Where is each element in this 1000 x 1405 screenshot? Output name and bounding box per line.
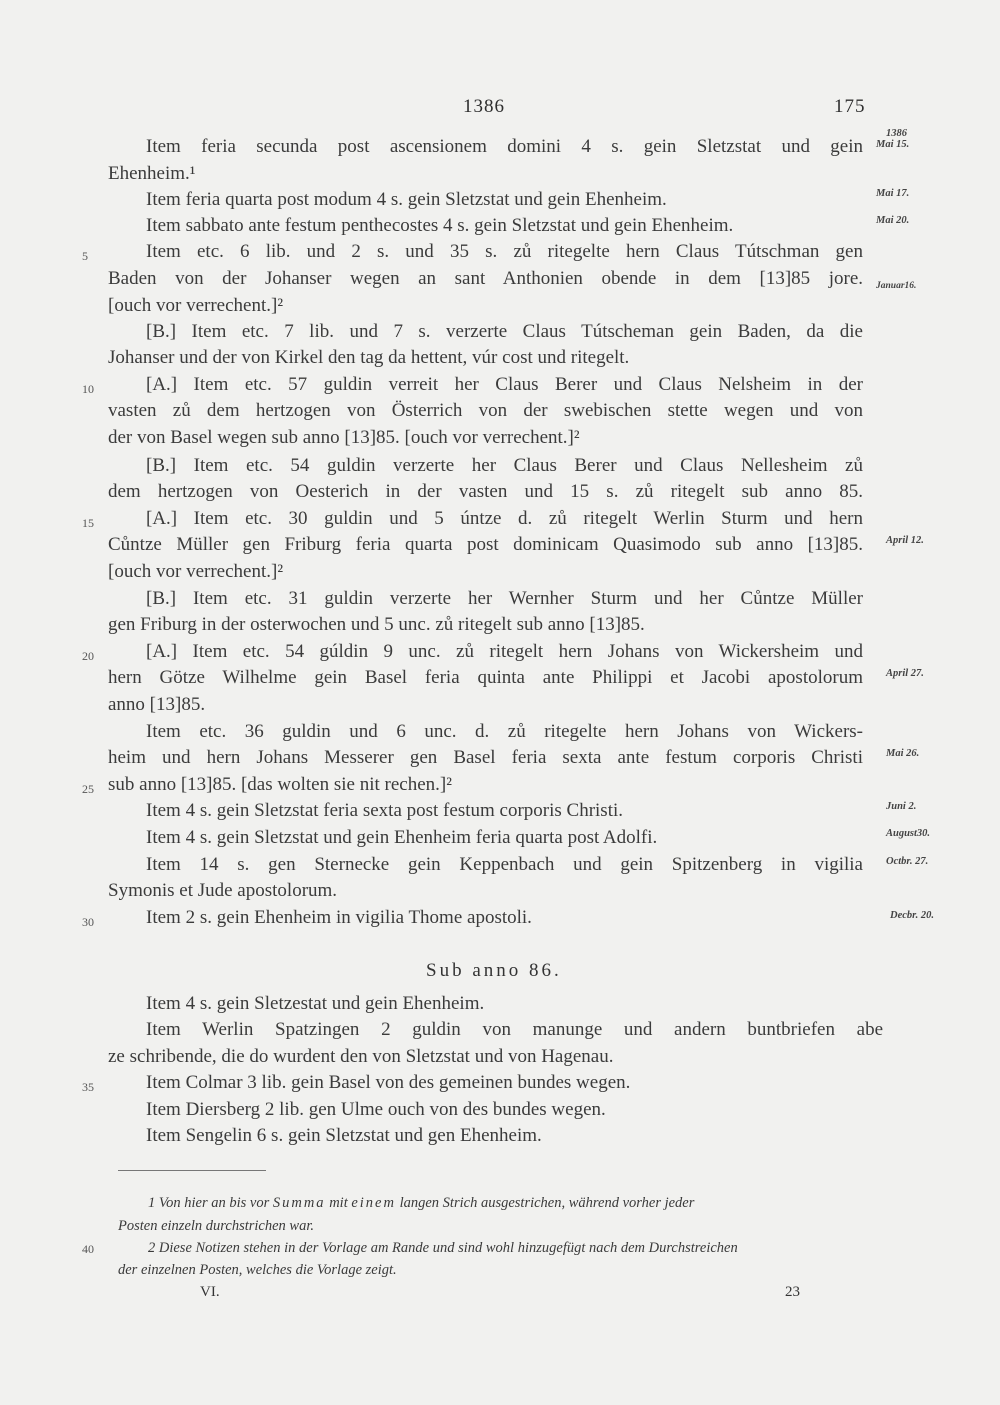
line-number: 10 xyxy=(82,382,94,396)
line-number: 5 xyxy=(82,249,88,263)
text-line: Item 2 s. gein Ehenheim in vigilia Thome apostoli. xyxy=(146,907,532,928)
margin-date: Decbr. 20. xyxy=(890,910,935,921)
footnote-rule xyxy=(118,1170,266,1171)
text-line: Cůntze Müller gen Friburg feria quarta post dominicam Quasimodo sub anno [13]85. xyxy=(108,534,863,555)
text-line: Item etc. 6 lib. und 2 s. und 35 s. zů ritegelte hern Claus Tútschman gen xyxy=(146,241,863,262)
text-line: [A.] Item etc. 57 guldin verreit her Claus Berer und Claus Nelsheim in der xyxy=(146,374,863,395)
text-line: Item Colmar 3 lib. gein Basel von des gemeinen bundes wegen. xyxy=(146,1072,631,1093)
text-line: [ouch vor verrechent.]² xyxy=(108,561,284,582)
margin-year: 1386 xyxy=(886,128,907,139)
page-number: 175 xyxy=(834,96,866,117)
text-line: Item feria secunda post ascensionem domini 4 s. gein Sletzstat und gein xyxy=(146,136,863,157)
margin-date: Juni 2. xyxy=(886,801,917,812)
footnote-text: mit xyxy=(329,1195,348,1211)
margin-date: Mai 20. xyxy=(876,215,910,226)
text-line: Baden von der Johanser wegen an sant Anthonien obende in dem [13]85 jore. xyxy=(108,268,863,289)
text-line: Item Diersberg 2 lib. gen Ulme ouch von des bundes wegen. xyxy=(146,1099,606,1120)
footnote-2: 2 Diese Notizen stehen in der Vorlage am Rande und sind wohl hinzugefügt nach dem Durchstreichen xyxy=(148,1240,738,1256)
margin-date: Mai 15. xyxy=(876,139,910,150)
text-line: Item etc. 36 guldin und 6 unc. d. zů ritegelte hern Johans von Wickers- xyxy=(146,721,863,742)
footnote-text-spaced: Summa xyxy=(272,1195,326,1211)
text-line: hern Götze Wilhelme gein Basel feria quinta ante Philippi et Jacobi apostolorum xyxy=(108,667,863,688)
line-number: 30 xyxy=(82,915,94,929)
text-line: Item 14 s. gen Sternecke gein Keppenbach und gein Spitzenberg in vigilia xyxy=(146,854,863,875)
line-number: 25 xyxy=(82,782,94,796)
footnote-2-continued: der einzelnen Posten, welches die Vorlage zeigt. xyxy=(118,1262,397,1278)
text-line: anno [13]85. xyxy=(108,694,206,715)
text-line: Item sabbato ante festum penthecostes 4 s. gein Sletzstat und gein Ehenheim. xyxy=(146,215,734,236)
text-line: [B.] Item etc. 54 guldin verzerte her Claus Berer und Claus Nellesheim zů xyxy=(146,455,863,476)
text-line: ze schribende, die do wurdent den von Sletzstat und von Hagenau. xyxy=(108,1046,614,1067)
text-line: Item 4 s. gein Sletzestat und gein Ehenheim. xyxy=(146,993,485,1014)
footnote-text-spaced: einem xyxy=(351,1195,396,1211)
line-number: 40 xyxy=(82,1242,94,1256)
margin-date: August30. xyxy=(886,828,931,839)
text-line: Item Werlin Spatzingen 2 guldin von manunge und andern buntbriefen abe xyxy=(146,1019,883,1040)
margin-date: Octbr. 27. xyxy=(886,856,929,867)
text-line: [B.] Item etc. 31 guldin verzerte her Wernher Sturm und her Cůntze Müller xyxy=(146,588,863,609)
sheet-signature: VI. xyxy=(200,1284,220,1300)
footnote-text: langen Strich ausgestrichen, während vorher jeder xyxy=(399,1195,695,1211)
margin-date: Mai 17. xyxy=(876,188,910,199)
margin-date: April 27. xyxy=(886,668,924,679)
text-line: [B.] Item etc. 7 lib. und 7 s. verzerte Claus Tútscheman gein Baden, da die xyxy=(146,321,863,342)
text-line: der von Basel wegen sub anno [13]85. [ouch vor verrechent.]² xyxy=(108,427,580,448)
text-line: Item 4 s. gein Sletzstat feria sexta post festum corporis Christi. xyxy=(146,800,624,821)
line-number: 15 xyxy=(82,516,94,530)
footnote-text: 1 Von hier an bis vor xyxy=(148,1195,270,1211)
text-line: Johanser und der von Kirkel den tag da hettent, vúr cost und ritegelt. xyxy=(108,347,630,368)
text-line: [A.] Item etc. 30 guldin und 5 úntze d. zů ritegelt Werlin Sturm und hern xyxy=(146,508,863,529)
text-line: Item feria quarta post modum 4 s. gein Sletzstat und gein Ehenheim. xyxy=(146,189,667,210)
text-line: dem hertzogen von Oesterich in der vasten und 15 s. zů ritegelt sub anno 85. xyxy=(108,481,863,502)
line-number: 20 xyxy=(82,649,94,663)
text-line: Symonis et Jude apostolorum. xyxy=(108,880,338,901)
sheet-number: 23 xyxy=(785,1284,800,1300)
text-line: sub anno [13]85. [das wolten sie nit rechen.]² xyxy=(108,774,452,795)
text-line: heim und hern Johans Messerer gen Basel feria sexta ante festum corporis Christi xyxy=(108,747,863,768)
margin-date: April 12. xyxy=(886,535,924,546)
line-number: 35 xyxy=(82,1080,94,1094)
footnote-1 xyxy=(148,1195,694,1212)
text-line: Item Sengelin 6 s. gein Sletzstat und gen Ehenheim. xyxy=(146,1125,542,1146)
text-line: [A.] Item etc. 54 gúldin 9 unc. zů ritegelt hern Johans von Wickersheim und xyxy=(146,641,863,662)
text-line: Ehenheim.¹ xyxy=(108,163,196,184)
running-header-year: 1386 xyxy=(463,96,505,117)
margin-date: Mai 26. xyxy=(886,748,920,759)
footnote-1-continued: Posten einzeln durchstrichen war. xyxy=(118,1218,314,1234)
text-line: Item 4 s. gein Sletzstat und gein Ehenheim feria quarta post Adolfi. xyxy=(146,827,658,848)
section-heading: Sub anno 86. xyxy=(426,960,562,981)
text-line: vasten zů dem hertzogen von Österrich von der swebischen stette wegen und von xyxy=(108,400,863,421)
text-line: [ouch vor verrechent.]² xyxy=(108,295,284,316)
margin-date: Januar16. xyxy=(876,281,917,291)
text-line: gen Friburg in der osterwochen und 5 unc. zů ritegelt sub anno [13]85. xyxy=(108,614,645,635)
